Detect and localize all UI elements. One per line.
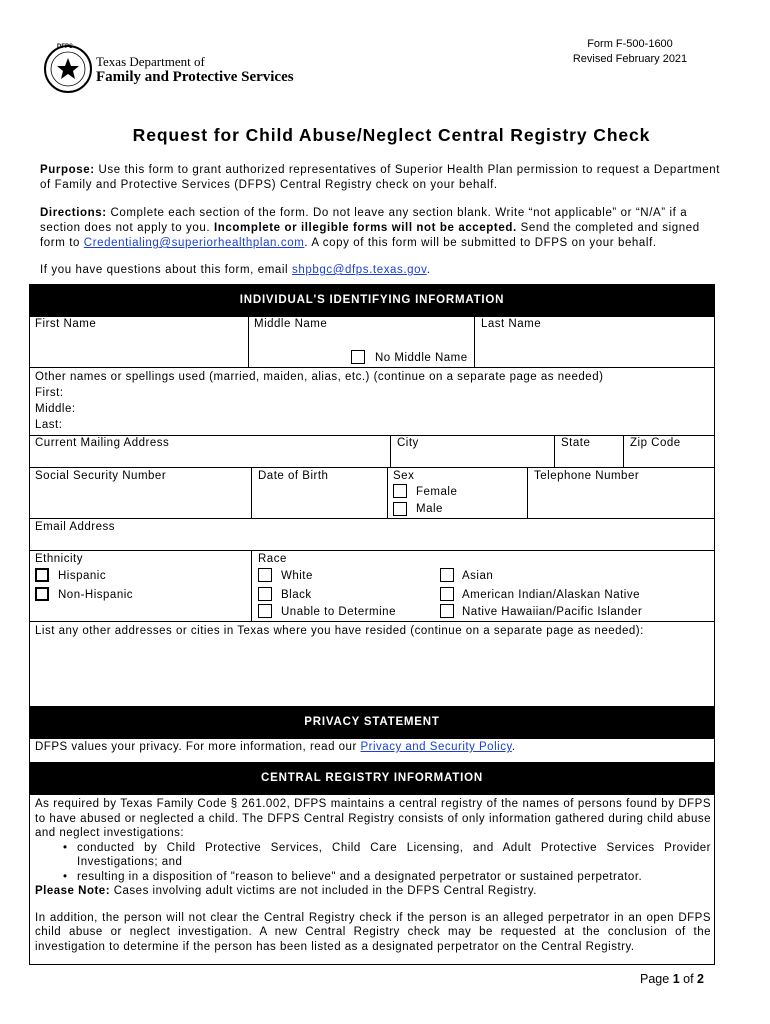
divider	[623, 435, 624, 468]
female-checkbox[interactable]	[393, 484, 407, 498]
ethnicity-label: Ethnicity	[35, 553, 83, 565]
registry-bullet: • resulting in a disposition of "reason to believe" and a designated perpetrator or sustained perpetrator.	[35, 870, 711, 885]
form-number: Form F-500-1600	[587, 38, 673, 50]
row-divider	[29, 550, 715, 551]
registry-bullet: • conducted by Child Protective Services, Child Care Licensing, and Adult Protective Services Provider Investigations; and	[35, 841, 711, 870]
non-hispanic-checkbox[interactable]	[35, 587, 49, 601]
directions-label: Directions:	[40, 207, 107, 219]
asian-checkbox[interactable]	[440, 568, 454, 582]
non-hispanic-label: Non-Hispanic	[58, 589, 134, 601]
white-label: White	[281, 570, 313, 582]
identifying-header: INDIVIDUAL'S IDENTIFYING INFORMATION	[29, 284, 715, 317]
divider	[387, 467, 388, 519]
divider	[251, 550, 252, 622]
female-label: Female	[416, 486, 458, 498]
race-label: Race	[258, 553, 287, 565]
american-indian-label: American Indian/Alaskan Native	[462, 589, 640, 601]
row-divider	[29, 435, 715, 436]
dfps-logo	[44, 45, 92, 93]
registry-para1: As required by Texas Family Code § 261.002, DFPS maintains a central registry of the names of persons found by DFPS to have abused or neglected a child. The DFPS Central Registry consists of only information gathered during child abuse and neglect investigations:	[35, 798, 711, 839]
credentialing-email-link[interactable]: Credentialing@superiorhealthplan.com	[83, 237, 305, 249]
spacer	[35, 899, 711, 911]
unable-checkbox[interactable]	[258, 604, 272, 618]
registry-para2: In addition, the person will not clear the Central Registry check if the person is an alleged perpetrator in an open DFPS child abuse or neglect investigation. A new Central Registry check may be requested at the conclusion of the investigation to determine if the person has been listed as a designated perpetrator on the Central Registry.	[35, 911, 711, 953]
row-divider	[29, 621, 715, 622]
email-label: Email Address	[35, 521, 116, 533]
male-checkbox[interactable]	[393, 502, 407, 516]
purpose-paragraph	[40, 163, 720, 193]
mailing-address-label: Current Mailing Address	[35, 437, 170, 449]
table-left-border	[29, 739, 30, 762]
registry-content	[35, 797, 711, 954]
form-revision: Revised February 2021	[572, 53, 688, 65]
purpose-label: Purpose:	[40, 164, 95, 176]
page-title: Request for Child Abuse/Neglect Central Registry Check	[132, 125, 651, 145]
table-right-border	[714, 795, 715, 965]
questions-email-link[interactable]: shpbgc@dfps.texas.gov	[292, 264, 427, 276]
state-label: State	[561, 437, 591, 449]
table-left-border	[29, 795, 30, 965]
divider	[474, 317, 475, 368]
privacy-header: PRIVACY STATEMENT	[29, 706, 715, 739]
hispanic-label: Hispanic	[58, 570, 107, 582]
page-total: 2	[697, 972, 704, 986]
of-word: of	[683, 972, 694, 986]
dob-label: Date of Birth	[258, 470, 329, 482]
agency-line2: Family and Protective Services	[96, 69, 294, 85]
other-middle-label: Middle:	[35, 403, 76, 415]
registry-header: CENTRAL REGISTRY INFORMATION	[29, 762, 715, 795]
table-bottom-border	[29, 964, 715, 965]
page-number	[640, 972, 704, 986]
other-last-label: Last:	[35, 419, 63, 431]
table-right-border	[714, 739, 715, 762]
page-current: 1	[672, 972, 680, 986]
divider	[248, 317, 249, 368]
american-indian-checkbox[interactable]	[440, 587, 454, 601]
table-left-border	[29, 317, 30, 706]
table-right-border	[714, 317, 715, 706]
asian-label: Asian	[462, 570, 494, 582]
first-name-label: First Name	[35, 318, 97, 330]
unable-label: Unable to Determine	[281, 606, 396, 618]
registry-bullets	[35, 841, 711, 885]
hispanic-checkbox[interactable]	[35, 568, 49, 582]
no-middle-name-label: No Middle Name	[375, 352, 468, 364]
city-label: City	[397, 437, 419, 449]
no-middle-name-checkbox[interactable]	[351, 350, 365, 364]
questions-text: If you have questions about this form, email	[40, 264, 289, 276]
male-label: Male	[416, 503, 443, 515]
directions-paragraph	[40, 206, 720, 251]
directions-text3: . A copy of this form will be submitted to DFPS on your behalf.	[304, 237, 657, 249]
divider	[390, 435, 391, 468]
hawaiian-label: Native Hawaiian/Pacific Islander	[462, 606, 643, 618]
sex-label: Sex	[393, 470, 415, 482]
last-name-label: Last Name	[481, 318, 542, 330]
ssn-label: Social Security Number	[35, 470, 167, 482]
black-label: Black	[281, 589, 312, 601]
privacy-body: DFPS values your privacy. For more information, read our	[35, 741, 357, 753]
other-names-label: Other names or spellings used (married, maiden, alias, etc.) (continue on a separate page as needed)	[35, 371, 604, 383]
questions-paragraph	[40, 263, 720, 278]
zip-label: Zip Code	[630, 437, 681, 449]
privacy-policy-link[interactable]: Privacy and Security Policy	[360, 741, 512, 753]
directions-text2: Send the completed and signed form to	[40, 222, 700, 249]
divider	[251, 467, 252, 519]
note-text: Cases involving adult victims are not included in the DFPS Central Registry.	[113, 885, 537, 897]
white-checkbox[interactable]	[258, 568, 272, 582]
directions-bold: Incomplete or illegible forms will not be accepted.	[213, 222, 517, 234]
row-divider	[29, 518, 715, 519]
purpose-text: Use this form to grant authorized representatives of Superior Health Plan permission to request a Department of Family and Protective Services (DFPS) Central Registry check on your behalf.	[40, 164, 721, 191]
divider	[527, 467, 528, 519]
middle-name-label: Middle Name	[254, 318, 328, 330]
page-word: Page	[640, 972, 670, 986]
logo-text: DFPS	[57, 44, 74, 50]
privacy-end: .	[511, 741, 516, 753]
privacy-text	[35, 741, 516, 753]
other-addresses-label: List any other addresses or cities in Texas where you have resided (continue on a separate page as needed):	[35, 625, 644, 637]
agency-line1: Texas Department of	[96, 54, 205, 69]
form-info	[560, 37, 700, 67]
questions-end: .	[426, 264, 431, 276]
black-checkbox[interactable]	[258, 587, 272, 601]
hawaiian-checkbox[interactable]	[440, 604, 454, 618]
other-first-label: First:	[35, 387, 64, 399]
telephone-label: Telephone Number	[534, 470, 640, 482]
directions-text1: Complete each section of the form. Do not leave any section blank. Write “not applicable” or “N/A” if a section does not apply to you.	[40, 207, 688, 234]
divider	[554, 435, 555, 468]
row-divider	[29, 367, 715, 368]
note-label: Please Note:	[35, 885, 111, 897]
row-divider	[29, 467, 715, 468]
registry-note	[35, 884, 711, 899]
